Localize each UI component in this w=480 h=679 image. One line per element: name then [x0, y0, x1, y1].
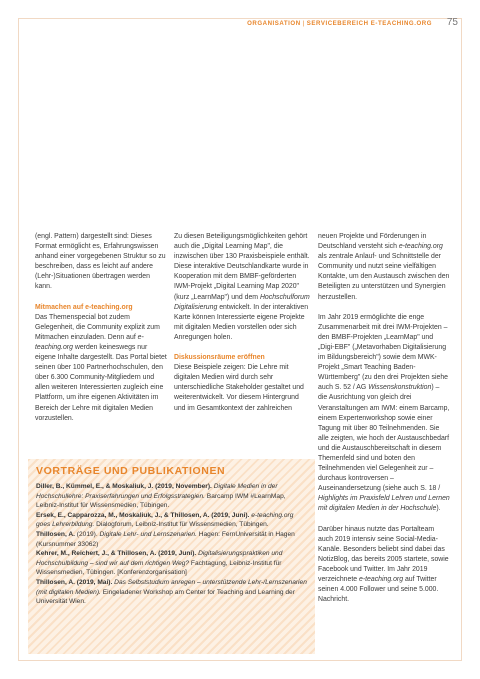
- paragraph: Darüber hinaus nutzte das Portalteam auch 2019 intensiv seine Social-Media-Kanäle. Besonders beliebt sind dabei das NotizBlog, das bereits 2005 startete, sowie Facebook und Twitter. Im Jahr 2019 verzeichnete e-teaching.org auf Twitter seinen 4.000 Follower und seine 5.000. Nachricht.: [318, 525, 449, 604]
- section-heading: Mitmachen auf e-teaching.org: [35, 303, 133, 311]
- publication-item: Kehrer, M., Reichert, J., & Thillosen, A. (2019, Juni). Digitalisierungspraktiken und Hochschulbildung – sind wir auf dem richtigen Weg? Fachtagung, Leibniz-Institut für Wissensmedien, Tübingen. [Konferenzorganisation]: [36, 550, 283, 577]
- paragraph: Zu diesen Beteiligungsmöglichkeiten gehört auch die „Digital Learning Map", die inzwischen über 130 Praxisbeispiele enthält. Diese interaktive Deutschlandkarte wurde in Kooperation mit dem BMBF-geförderten IWM-Projekt „Digital Learning Map 2020" (kurz „LearnMap") und dem Hochschulforum Digitalisierung entwickelt. In der interaktiven Karte können Interessierte eigene Projekte mit digitalen Medien vorstellen oder sich Anregungen holen.: [174, 233, 310, 341]
- page-number: 75: [446, 17, 458, 28]
- running-head-separator: |: [302, 20, 305, 27]
- section-heading: Diskussionsräume eröffnen: [174, 354, 265, 362]
- publication-item: Thillosen, A. (2019, Mai). Das Selbststudium anregen – unterstützende Lehr-/Lernszenarien (mit digitalen Medien). Eingeladener Workshop am Center for Teaching and Learning der Universität Wien.: [36, 578, 307, 606]
- publications-list: [36, 482, 308, 607]
- paragraph: Im Jahr 2019 ermöglichte die enge Zusammenarbeit mit drei IWM-Projekten – den BMBF-Projekten „LearnMap" und „Digi-EBF" („Metavorhaben Digitalisierung im Bildungsbereich") sowie dem MWK-Projekt „Smart Teaching Baden-Württemberg" (zu den drei Projekten siehe auch S. 52 / AG Wissenskonstruktion) – die Ausrichtung von gleich drei Veranstaltungen am IWM: einem Barcamp, einem Expertenworkshop sowie einer Tagung mit über 80 Teilnehmenden. Sie alle zeigten, wie hoch der Austauschbedarf und die Austauschbereitschaft in diesem Themenfeld sind und boten den Teilnehmenden viel Gelegenheit zur – durchaus kontroversen – Auseinandersetzung (siehe auch S. 18 / Highlights im Praxisfeld Lehren und Lernen mit digitalen Medien in der Hochschule).: [318, 313, 450, 513]
- publication-item: Diller, B., Kümmel, E., & Moskaliuk, J. (2019, November). Digitale Medien in der Hochschullehre: Praxiserfahrungen und Erfolgsstrategien. Barcamp IWM #LearnMap, Leibniz-Institut für Wissensmedien, Tübingen.: [36, 483, 286, 510]
- text-column-2: [174, 232, 312, 424]
- paragraph: neuen Projekte und Förderungen in Deutschland versteht sich e-teaching.org als zentrale Anlauf- und Schnittstelle der Community und nutzt seine vielfältigen Kontakte, um den Austausch zwischen den Beteiligten zu unterstützen und Synergien herzustellen.: [318, 233, 450, 301]
- text-column-3: [318, 232, 450, 615]
- paragraph: Das Themenspecial bot zudem Gelegenheit, die Community explizit zum Mitmachen einzuladen. Denn auf e-teaching.org werden keineswegs nur eigene Inhalte dargestellt. Das Portal bietet seinen über 100 Partnerhochschulen, den über 6.300 Community-Mitgliedern und allen weiteren Interessierten zugleich eine Plattform, um ihre eigenen Aktivitäten im Bereich der Lehre mit digitalen Medien vorzustellen.: [35, 313, 167, 422]
- running-head: [247, 20, 432, 27]
- running-head-subsection: SERVICEBEREICH E-TEACHING.ORG: [306, 20, 432, 27]
- paragraph: Diese Beispiele zeigen: Die Lehre mit digitalen Medien wird durch sehr unterschiedliche Stakeholder gestaltet und weiterentwickelt. Vor diesem Hintergrund und im Gesamtkontext der zahlreichen: [174, 364, 304, 412]
- publications-box-title: VORTRÄGE UND PUBLIKATIONEN: [36, 465, 226, 477]
- running-head-section: ORGANISATION: [247, 20, 301, 27]
- publication-item: Ersek, E., Capparozza, M., Moskaliuk, J., & Thillosen, A. (2019, Juni). e-teaching.org goes Lehrerbildung. Dialogforum, Leibniz-Institut für Wissensmedien, Tübingen.: [36, 511, 294, 529]
- text-column-1: [35, 232, 167, 434]
- publication-item: Thillosen, A. (2019). Digitale Lehr- und Lernszenarien. Hagen: FernUniversität in Hagen (Kursnummer 33062): [36, 530, 295, 548]
- paragraph: (engl. Pattern) dargestellt sind: Dieses Format ermöglicht es, Erfahrungswissen anhand einer vorgegebenen Struktur so zu beschreiben, dass es leicht auf andere (Lehr-)Situationen übertragen werden kann.: [35, 233, 166, 291]
